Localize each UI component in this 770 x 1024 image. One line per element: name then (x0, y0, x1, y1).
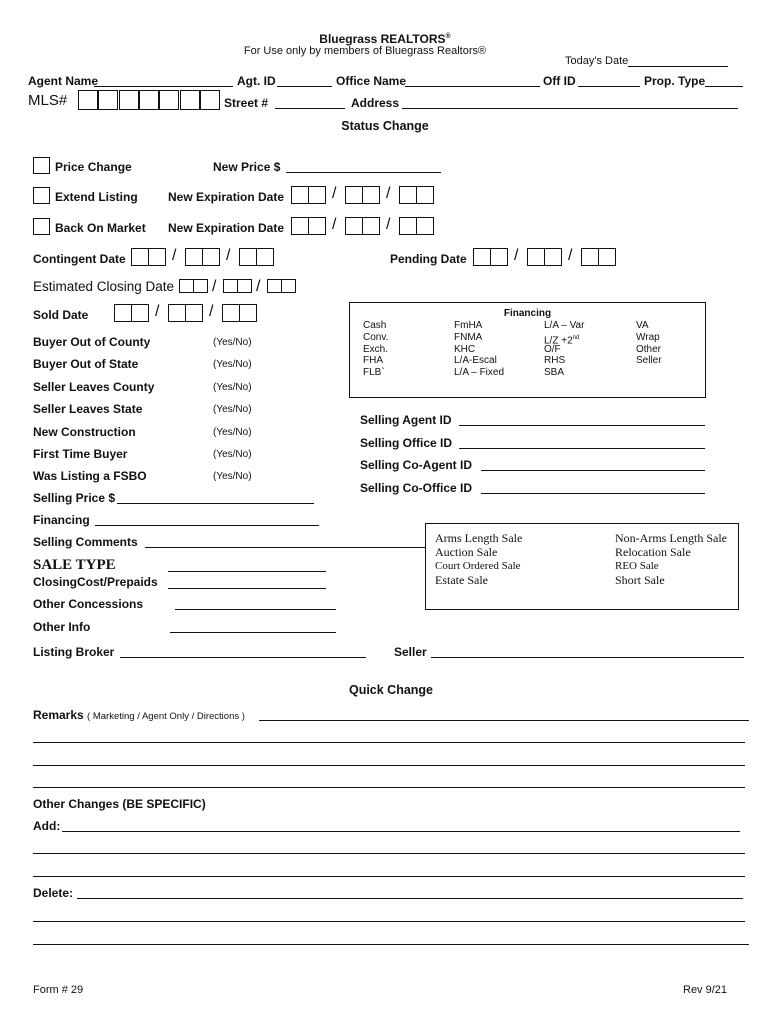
date-separator: / (332, 216, 337, 233)
financing-option (636, 355, 662, 367)
financing-options-box (349, 302, 706, 398)
financing-option-text: Seller (636, 355, 662, 367)
agent-name-label: Agent Name (28, 74, 99, 88)
date-separator: / (226, 247, 231, 264)
date-digit-box[interactable] (267, 279, 282, 293)
todays-date-label: Today's Date (565, 55, 629, 67)
pending-date-label: Pending Date (390, 252, 467, 266)
sale-type-option[interactable]: Court Ordered Sale (435, 560, 521, 572)
revision-label: Rev 9/21 (683, 984, 728, 996)
date-digit-box[interactable] (256, 248, 274, 266)
financing-option-text: Exch. (363, 343, 389, 355)
financing-option (454, 332, 482, 344)
date-digit-box[interactable] (399, 186, 417, 204)
date-digit-box[interactable] (222, 304, 240, 322)
selling-id-label: Selling Office ID (360, 435, 453, 450)
financing-option (363, 355, 383, 367)
date-separator: / (514, 247, 519, 264)
selling-price-field[interactable] (117, 503, 314, 504)
financing-option (454, 344, 475, 356)
date-separator: / (332, 185, 337, 202)
mls-digit-box[interactable] (98, 90, 118, 110)
financing-box-title: Financing (503, 308, 552, 319)
todays-date-field[interactable] (628, 66, 728, 67)
yesno-item-value[interactable]: (Yes/No) (213, 449, 252, 460)
financing-option-text: FmHA (454, 320, 483, 331)
price-change-checkbox[interactable] (33, 157, 50, 174)
date-digit-box[interactable] (131, 304, 149, 322)
office-name-label: Office Name (336, 74, 407, 88)
financing-field[interactable] (95, 525, 319, 526)
selling-id-field[interactable] (459, 448, 705, 449)
date-separator: / (212, 278, 217, 295)
financing-option-text: VA (636, 320, 649, 331)
remarks-line-4[interactable] (33, 787, 745, 788)
extend-listing-label: Extend Listing (55, 190, 138, 204)
date-digit-box[interactable] (114, 304, 132, 322)
date-digit-box[interactable] (237, 279, 252, 293)
selling-price-label: Selling Price $ (33, 491, 116, 505)
date-digit-box[interactable] (399, 217, 417, 235)
mls-digit-box[interactable] (119, 90, 139, 110)
date-digit-box[interactable] (291, 217, 309, 235)
financing-option (363, 332, 388, 344)
sale-type-option[interactable]: Short Sale (615, 573, 665, 587)
financing-option (454, 355, 497, 367)
other-info-label: Other Info (33, 620, 91, 634)
selling-id-field[interactable] (481, 470, 705, 471)
date-digit-box[interactable] (148, 248, 166, 266)
date-digit-box[interactable] (473, 248, 491, 266)
selling-comments-field[interactable] (145, 547, 425, 548)
mls-digit-box[interactable] (139, 90, 159, 110)
financing-superscript: nd (572, 334, 580, 341)
financing-option-text: O/F (544, 343, 561, 355)
seller-field[interactable] (431, 657, 744, 658)
financing-option-text: Other (636, 343, 662, 355)
date-digit-box[interactable] (223, 279, 238, 293)
new-price-field[interactable] (286, 172, 441, 173)
yesno-item-label: Buyer Out of State (33, 357, 139, 372)
sale-type-option[interactable]: Auction Sale (435, 545, 498, 559)
agent-name-field[interactable] (94, 86, 233, 87)
financing-option-text: Wrap (636, 331, 660, 343)
extend-listing-checkbox[interactable] (33, 187, 50, 204)
date-digit-box[interactable] (281, 279, 296, 293)
other-changes-label: Other Changes (BE SPECIFIC) (33, 797, 206, 811)
address-field[interactable] (402, 108, 738, 109)
new-price-label: New Price $ (213, 160, 281, 174)
form-title: Bluegrass REALTORS® (319, 32, 451, 46)
add-field[interactable] (62, 831, 740, 832)
add-label: Add: (33, 819, 61, 833)
sale-type-box (425, 523, 739, 610)
prop-type-field[interactable] (705, 86, 743, 87)
financing-option-text: SBA (544, 367, 565, 379)
date-separator: / (256, 278, 261, 295)
sold-date-label: Sold Date (33, 308, 89, 322)
selling-comments-label: Selling Comments (33, 535, 138, 549)
new-expiration-label-2: New Expiration Date (168, 221, 285, 235)
sale-type-field[interactable] (168, 571, 326, 572)
date-digit-box[interactable] (308, 186, 326, 204)
financing-option (544, 344, 561, 356)
remarks-field[interactable] (259, 720, 749, 721)
date-digit-box[interactable] (131, 248, 149, 266)
remarks-line-2[interactable] (33, 742, 745, 743)
status-change-heading: Status Change (341, 119, 429, 133)
date-digit-box[interactable] (581, 248, 599, 266)
date-digit-box[interactable] (185, 304, 203, 322)
date-separator: / (155, 303, 160, 320)
financing-option (363, 367, 385, 379)
other-concessions-label: Other Concessions (33, 597, 144, 611)
yesno-item-label: Buyer Out of County (33, 335, 151, 349)
date-digit-box[interactable] (239, 248, 257, 266)
selling-id-label: Selling Agent ID (360, 413, 452, 427)
other-info-field[interactable] (170, 632, 336, 633)
financing-option-text: FLB` (363, 367, 385, 379)
date-digit-box[interactable] (416, 186, 434, 204)
date-separator: / (386, 216, 391, 233)
date-digit-box[interactable] (185, 248, 203, 266)
date-separator: / (209, 303, 214, 320)
seller-label: Seller (394, 645, 427, 659)
date-digit-box[interactable] (416, 217, 434, 235)
price-change-label: Price Change (55, 160, 132, 174)
date-separator: / (568, 247, 573, 264)
remarks-line-3[interactable] (33, 765, 745, 766)
date-digit-box[interactable] (362, 186, 380, 204)
delete-line-3[interactable] (33, 944, 749, 945)
financing-label: Financing (33, 513, 90, 527)
financing-option-text: FNMA (454, 331, 483, 343)
sale-type-option[interactable]: Non-Arms Length Sale (615, 531, 727, 545)
mls-digit-box[interactable] (180, 90, 200, 110)
financing-option-text: L/A-Escal (454, 355, 497, 367)
date-digit-box[interactable] (345, 217, 363, 235)
add-line-3[interactable] (33, 876, 745, 877)
sale-type-heading: SALE TYPE (33, 557, 116, 573)
financing-option-text: KHC (454, 343, 476, 355)
closing-cost-label: ClosingCost/Prepaids (33, 575, 158, 589)
yesno-item-value[interactable]: (Yes/No) (213, 337, 252, 348)
selling-id-label: Selling Co-Agent ID (360, 458, 472, 472)
yesno-item-label: First Time Buyer (33, 447, 128, 461)
delete-line-2[interactable] (33, 921, 745, 922)
yesno-item-value[interactable]: (Yes/No) (213, 426, 252, 438)
yesno-item-label: New Construction (33, 424, 136, 439)
remarks-label: Remarks ( Marketing / Agent Only / Directions ) (33, 708, 245, 722)
yesno-item-label: Seller Leaves State (33, 402, 143, 417)
prop-type-label: Prop. Type (644, 74, 706, 88)
new-expiration-label: New Expiration Date (168, 190, 285, 204)
financing-option-text: Conv. (363, 331, 389, 343)
financing-option (544, 355, 565, 367)
selling-id-field[interactable] (481, 493, 705, 494)
date-digit-box[interactable] (239, 304, 257, 322)
financing-option (636, 320, 649, 332)
sale-type-option[interactable]: Arms Length Sale (435, 531, 523, 545)
financing-option-text: Cash (363, 320, 387, 331)
financing-option (636, 344, 661, 356)
agt-id-label: Agt. ID (237, 74, 276, 88)
date-digit-box[interactable] (179, 279, 194, 293)
back-on-market-label: Back On Market (55, 221, 146, 235)
form-subtitle: For Use only by members of Bluegrass Realtors® (243, 45, 487, 57)
address-label: Address (351, 96, 400, 110)
delete-field[interactable] (77, 898, 743, 899)
other-concessions-field[interactable] (175, 609, 336, 610)
mls-digit-box[interactable] (159, 90, 179, 110)
yesno-item-label: Was Listing a FSBO (33, 469, 147, 484)
mls-digit-box[interactable] (78, 90, 98, 110)
date-digit-box[interactable] (291, 186, 309, 204)
date-digit-box[interactable] (598, 248, 616, 266)
selling-id-label: Selling Co-Office ID (360, 480, 473, 495)
date-digit-box[interactable] (193, 279, 208, 293)
sale-type-option[interactable]: Relocation Sale (615, 545, 691, 559)
financing-option (363, 320, 386, 332)
date-digit-box[interactable] (362, 217, 380, 235)
date-digit-box[interactable] (345, 186, 363, 204)
financing-option-text: RHS (544, 355, 566, 367)
date-digit-box[interactable] (202, 248, 220, 266)
sale-type-option[interactable]: REO Sale (615, 560, 659, 572)
office-name-field[interactable] (405, 86, 540, 87)
date-digit-box[interactable] (490, 248, 508, 266)
date-digit-box[interactable] (168, 304, 186, 322)
financing-option-text: L/A – Var (544, 320, 585, 331)
delete-label: Delete: (33, 886, 74, 900)
financing-option-text: L/A – Fixed (454, 367, 505, 379)
yesno-item-value[interactable]: (Yes/No) (213, 381, 252, 393)
form-number: Form # 29 (33, 984, 84, 996)
yesno-item-value[interactable]: (Yes/No) (213, 404, 252, 416)
listing-broker-label: Listing Broker (33, 645, 115, 659)
agt-id-field[interactable] (277, 86, 332, 87)
off-id-label: Off ID (543, 74, 576, 88)
add-line-2[interactable] (33, 853, 745, 854)
financing-option (454, 367, 504, 379)
date-separator: / (172, 247, 177, 264)
listing-broker-field[interactable] (120, 657, 366, 658)
street-number-label: Street # (224, 96, 269, 110)
off-id-field[interactable] (578, 86, 640, 87)
financing-option (454, 320, 482, 332)
quick-change-heading: Quick Change (348, 683, 434, 697)
financing-option (544, 367, 564, 379)
financing-option (544, 320, 584, 332)
financing-option (363, 344, 388, 356)
date-digit-box[interactable] (308, 217, 326, 235)
yesno-item-value[interactable]: (Yes/No) (213, 471, 252, 483)
closing-cost-field[interactable] (168, 588, 326, 589)
sale-type-option[interactable]: Estate Sale (435, 573, 488, 587)
mls-label: MLS# (28, 92, 68, 109)
yesno-item-value[interactable]: (Yes/No) (213, 359, 252, 371)
date-digit-box[interactable] (527, 248, 545, 266)
date-separator: / (386, 185, 391, 202)
yesno-item-label: Seller Leaves County (33, 379, 155, 394)
mls-digit-box[interactable] (200, 90, 220, 110)
financing-option (636, 332, 660, 344)
back-on-market-checkbox[interactable] (33, 218, 50, 235)
selling-id-field[interactable] (459, 425, 705, 426)
street-number-field[interactable] (275, 108, 345, 109)
contingent-date-label: Contingent Date (33, 252, 126, 266)
estimated-closing-label: Estimated Closing Date (33, 279, 175, 294)
remarks-note: ( Marketing / Agent Only / Directions ) (87, 711, 245, 722)
financing-option-text: FHA (363, 355, 383, 367)
date-digit-box[interactable] (544, 248, 562, 266)
financing-option-text: L/Z +2 (544, 335, 573, 347)
